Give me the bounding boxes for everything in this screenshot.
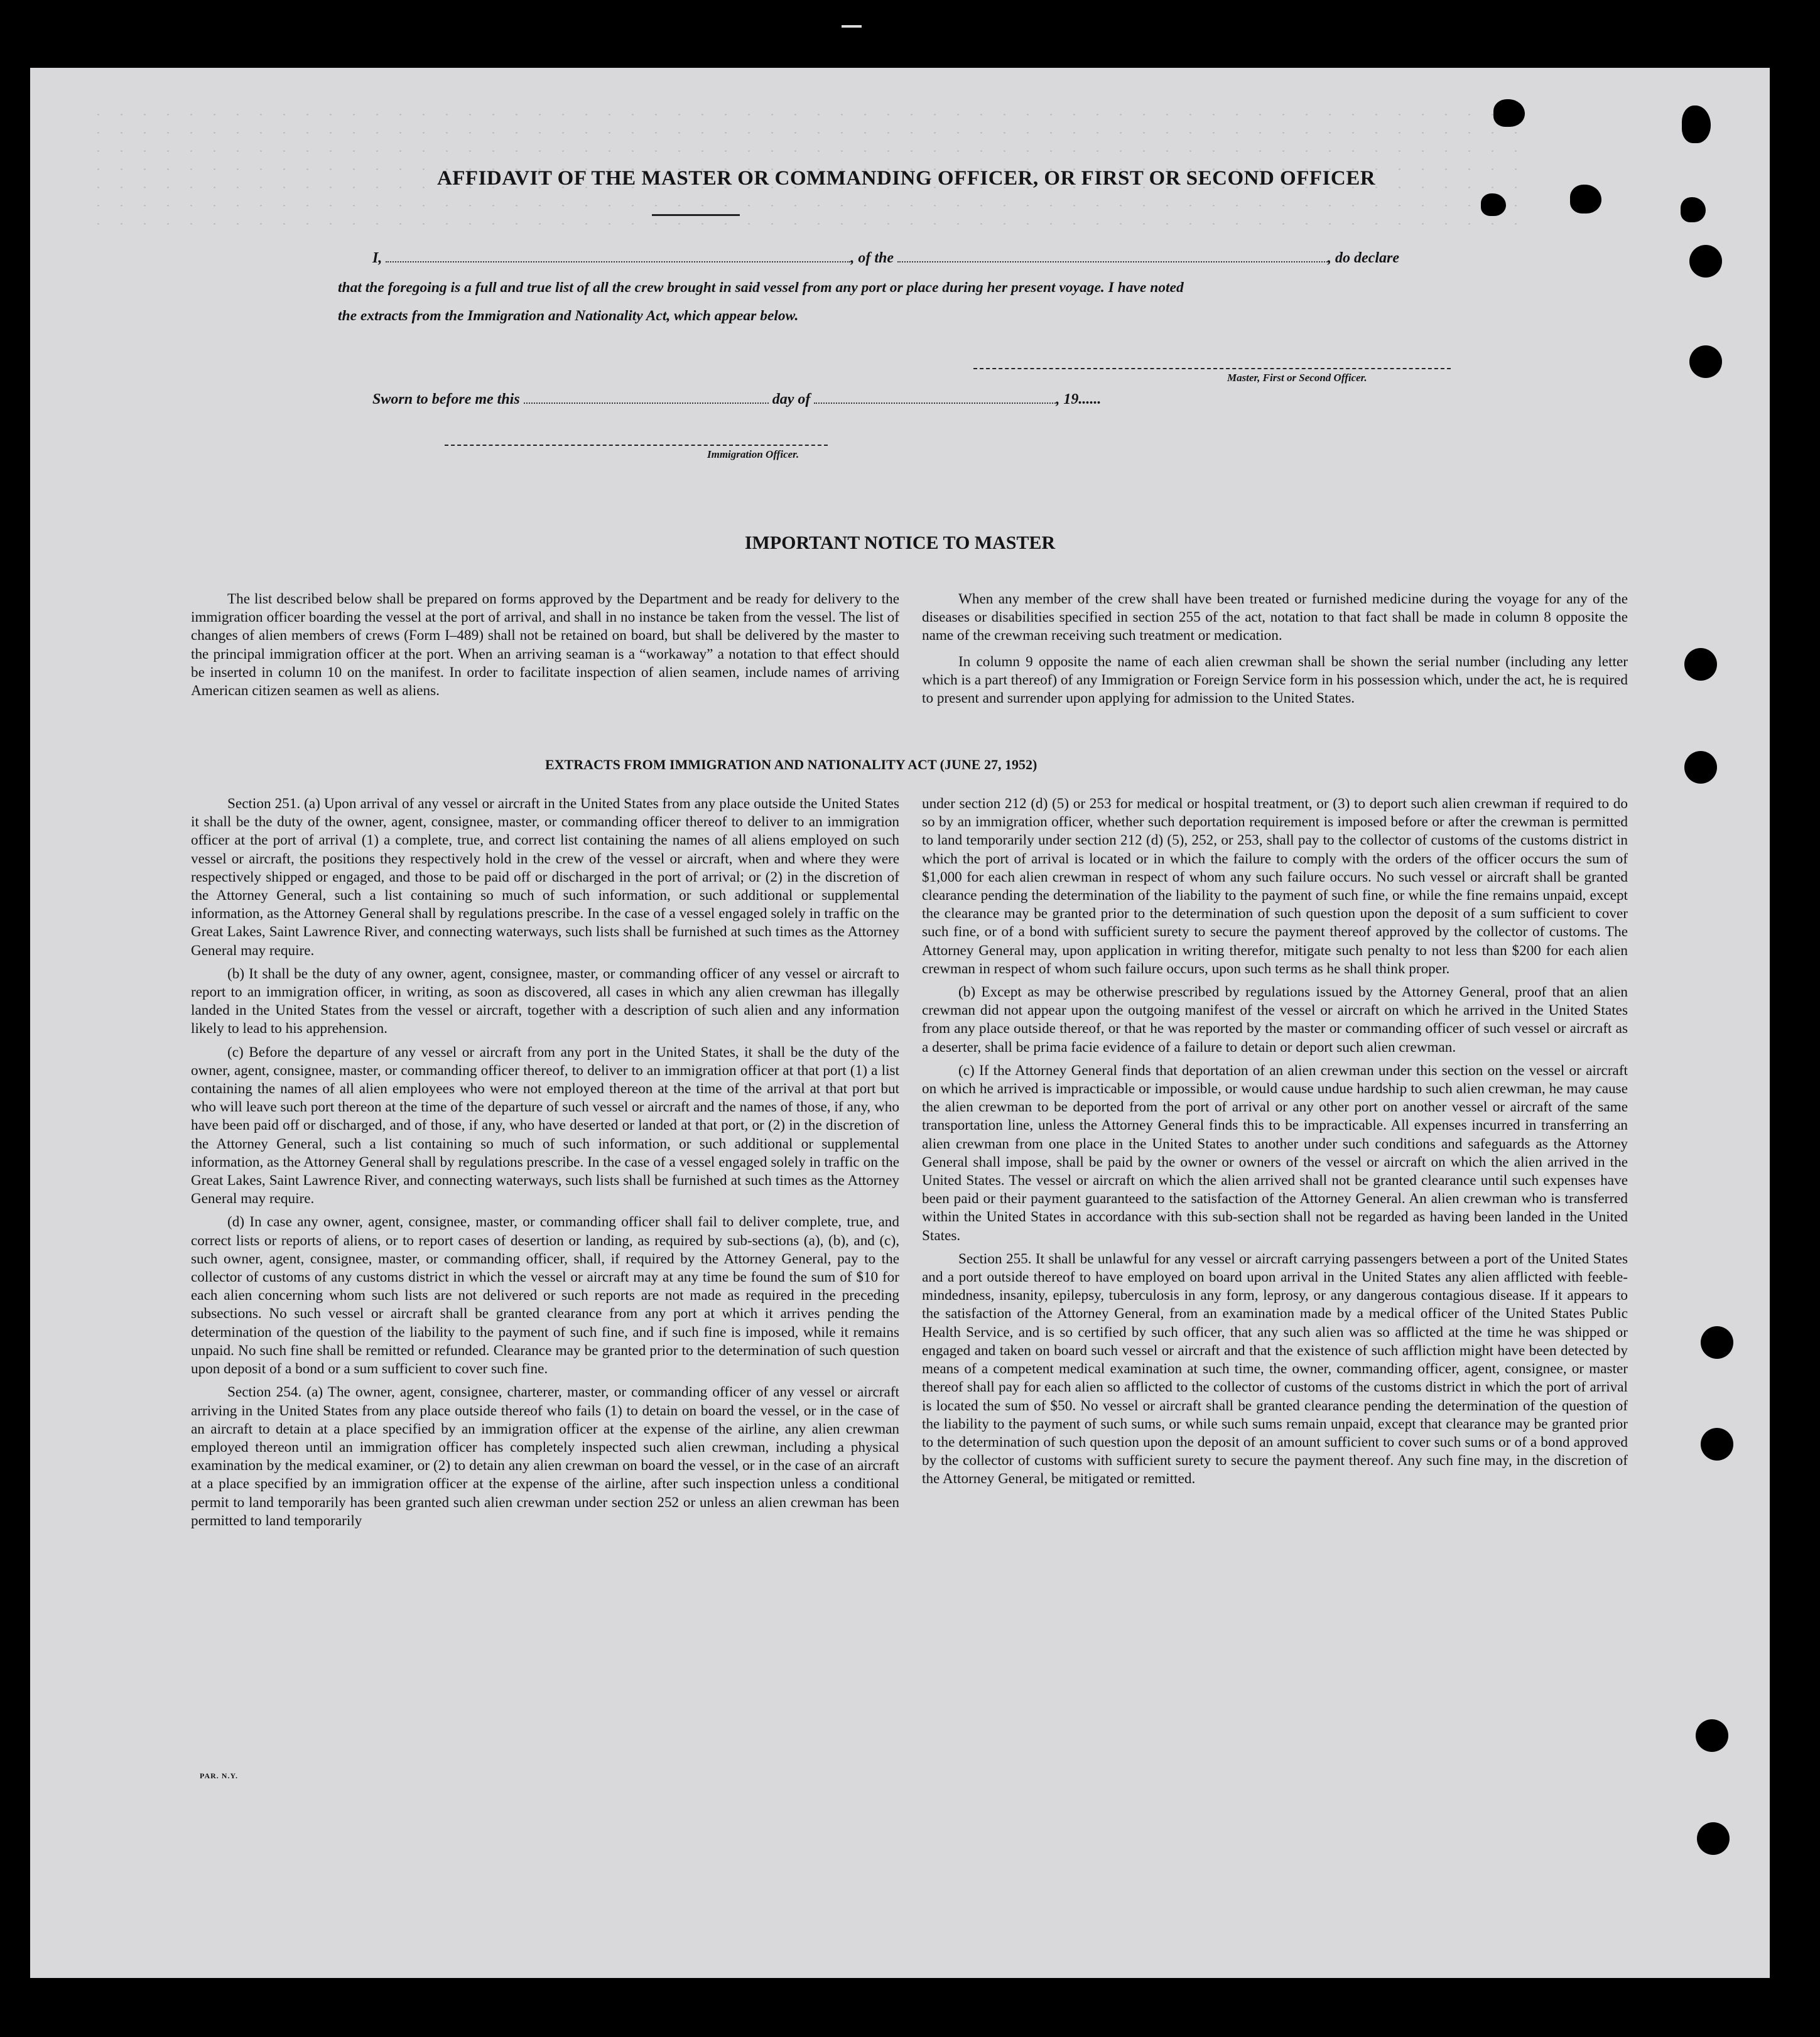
extracts-heading: EXTRACTS FROM IMMIGRATION AND NATIONALITY ACT (JUNE 27, 1952) bbox=[545, 757, 1037, 772]
scan-mark bbox=[842, 25, 862, 28]
immigration-officer-signature-line[interactable] bbox=[445, 445, 828, 447]
extracts-left-column bbox=[191, 795, 899, 1535]
extract-paragraph: Section 254. (a) The owner, agent, consignee, charterer, master, or commanding officer of any vessel or aircraft arriving in the United States from any place outside thereof who fails (1) to detain on board the vessel, or in the case of an aircraft to detain at a place specified by an immigration officer at the expense of the airline, any alien crewman employed thereon until an immigration officer has completely inspected such alien crewman, including a physical examination by the medical examiner, or (2) to detain any alien crewman on board the vessel, or in the case of an aircraft at a place specified by an immigration officer at the expense of the airline, after such inspection unless a conditional permit to land temporarily has been granted such alien crewman under section 252 or unless an alien crewman has been permitted to land temporarily bbox=[191, 1384, 899, 1529]
document-page bbox=[30, 68, 1770, 1978]
punch-hole bbox=[1684, 648, 1717, 681]
extract-paragraph: under section 212 (d) (5) or 253 for medical or hospital treatment, or (3) to deport such alien crewman if required to do so by an immigration officer, whether such deportation requirement is imposed before or after the crewman is permitted to land temporarily under section 212 (d) (5), 252, or 253, shall pay to the collector of customs of the customs district in which the port of arrival is located or in which the failure to comply with the orders of the officer occurs the sum of $1,000 for each alien crewman in respect of whom any such failure occurs. No such vessel or aircraft shall be granted clearance pending the determination of the liability to the payment of such fine, or while the fine remains unpaid, except the clearance may be granted prior to the determination of such question upon the deposit of a sum sufficient to cover such fine, or of a bond with sufficient surety to secure the payment thereof approved by the collector of customs. The Attorney General may, upon application in writing therefor, mitigate such penalty to not less than $200 for each alien crewman in respect of whom such failure occurs, upon such terms as he shall think proper. bbox=[922, 796, 1628, 977]
ink-blot bbox=[1481, 193, 1506, 216]
year-label: , 19...... bbox=[1056, 391, 1102, 408]
punch-hole bbox=[1689, 245, 1722, 278]
sworn-day-blank[interactable] bbox=[524, 403, 769, 404]
punch-hole bbox=[1689, 345, 1722, 378]
extract-paragraph: (c) If the Attorney General finds that deportation of an alien crewman under this section on the vessel or aircraft on which he arrived is impracticable or impossible, or would cause undue hardship to such alien crewman, he may cause the alien crewman to be deported from the port of arrival or any other port on another vessel or aircraft of the same transportation line, unless the Attorney General finds this to be impracticable. All expenses incurred in transferring an alien crewman from one place in the United States to another under such conditions and safeguards as the Attorney General shall impose, shall be paid by the owner or owners of the vessel or aircraft on which the alien arrived in the United States. The vessel or aircraft on which the alien arrived shall not be granted clearance until such expenses have been paid or their payment guaranteed to the satisfaction of the Attorney General. An alien crewman who is transferred within the United States in accordance with this sub-section shall not be regarded as having been landed in the United States. bbox=[922, 1062, 1628, 1244]
master-signature-line[interactable] bbox=[973, 368, 1451, 370]
notice-paragraph: When any member of the crew shall have been treated or furnished medicine during the voyage for any of the diseases or disabilities specified in section 255 of the act, notation to that fact shall be made in column 8 opposite the name of the crewman receiving such treatment or medication. bbox=[922, 591, 1628, 644]
extracts-right-column bbox=[922, 795, 1628, 1494]
ink-blot bbox=[1493, 99, 1525, 127]
notice-paragraph: In column 9 opposite the name of each alien crewman shall be shown the serial number (including any letter which is a part thereof) of any Immigration or Foreign Service form in his possession which, under the act, he is required to present and surrender upon applying for admission to the United States. bbox=[922, 653, 1628, 707]
notice-paragraph: The list described below shall be prepared on forms approved by the Department and be ready for delivery to the immigration officer boarding the vessel at the port of arrival, and shall in no instance be taken from the vessel. The list of changes of alien members of crews (Form I–489) shall not be retained on board, but shall be delivered by the master to the principal immigration officer at the port. When an arriving seaman is a “workaway” a notation to that effect should be inserted in column 10 on the manifest. In order to facilitate inspection of alien seamen, include names of arriving American citizen seamen as well as aliens. bbox=[191, 591, 899, 700]
name-blank[interactable] bbox=[386, 261, 850, 262]
sworn-label: Sworn to before me this bbox=[372, 391, 520, 408]
extract-paragraph: Section 251. (a) Upon arrival of any vessel or aircraft in the United States from any place outside the United States it shall be the duty of the owner, agent, consignee, master, or commanding officer thereof to deliver to an immigration officer at the port of arrival (1) a complete, true, and correct list containing the names of all aliens employed on such vessel or aircraft, the positions they respectively hold in the crew of the vessel or aircraft, when and where they were respectively shipped or engaged, and those to be paid off or discharged in the port of arrival; or (2) in the discretion of the Attorney General, such a list containing so much of such information, or such additional or supplemental information, as the Attorney General shall by regulations prescribe. In the case of a vessel engaged solely in traffic on the Great Lakes, Saint Lawrence River, and connecting waterways, such lists shall be furnished at such times as the Attorney General may require. bbox=[191, 796, 899, 959]
sworn-month-blank[interactable] bbox=[814, 403, 1056, 404]
ink-blot bbox=[1682, 105, 1711, 143]
notice-left-column bbox=[191, 590, 899, 705]
extract-paragraph: (b) It shall be the duty of any owner, agent, consignee, master, or commanding officer of any vessel or aircraft to report to an immigration officer, in writing, as soon as discovered, all cases in which any alien crewman has illegally landed in the United States from the vessel or aircraft, together with a description of such alien and any information likely to lead to his apprehension. bbox=[191, 965, 899, 1037]
extract-paragraph: (d) In case any owner, agent, consignee, master, or commanding officer shall fail to deliver complete, true, and correct lists or reports of aliens, or to report cases of desertion or landing, as required by sub-sections (a), (b), and (c), such owner, agent, consignee, master, or commanding officer, shall, if required by the Attorney General, pay to the collector of customs of any customs district in which the vessel or aircraft may at any time be found the sum of $10 for each alien concerning whom such lists are not delivered or such reports are not made as required in the preceding subsections. No such vessel or aircraft shall be granted clearance from any port at which it arrives pending the determination of the question of the liability to the payment of such fine, and if such fine is imposed, while it remains unpaid. No such fine shall be remitted or refunded. Clearance may be granted prior to the determination of such question upon deposit of a bond or a sum sufficient to cover such fine. bbox=[191, 1214, 899, 1378]
extract-paragraph: (b) Except as may be otherwise prescribed by regulations issued by the Attorney General, proof that an alien crewman did not appear upon the outgoing manifest of the vessel or aircraft on which he arrived in the United States from any place outside thereof, or that he was reported by the master or commanding officer of such vessel or aircraft as a deserter, shall be prima facie evidence of a failure to detain or deport such alien crewman. bbox=[922, 984, 1628, 1056]
immigration-officer-label: Immigration Officer. bbox=[707, 448, 799, 460]
punch-hole bbox=[1697, 1822, 1730, 1855]
punch-hole bbox=[1701, 1326, 1733, 1359]
ink-blot bbox=[1681, 197, 1706, 222]
do-declare-label: , do declare bbox=[1328, 250, 1399, 266]
master-signature-label: Master, First or Second Officer. bbox=[1227, 372, 1367, 384]
notice-heading: IMPORTANT NOTICE TO MASTER bbox=[744, 532, 1056, 553]
notice-right-column bbox=[922, 590, 1628, 713]
affidavit-title: AFFIDAVIT OF THE MASTER OR COMMANDING OFFICER, OR FIRST OR SECOND OFFICER bbox=[436, 167, 1376, 190]
punch-hole bbox=[1701, 1428, 1733, 1461]
affidavit-line-2: that the foregoing is a full and true list of all the crew brought in said vessel from any port or place during her present voyage. I have noted bbox=[338, 279, 1184, 296]
of-the-label: , of the bbox=[850, 250, 894, 266]
day-of-label: day of bbox=[772, 391, 811, 408]
ink-blot bbox=[1570, 185, 1601, 213]
extract-paragraph: Section 255. It shall be unlawful for any vessel or aircraft carrying passengers between a port of the United States and a port outside thereof to have employed on board upon arrival in the United States any alien afflicted with feeble-mindedness, insanity, epilepsy, tuberculosis in any form, leprosy, or any dangerous contagious disease. If it appears to the satisfaction of the Attorney General, from an examination made by a medical officer of the United States Public Health Service, and is so certified by such officer, that any such alien was so afflicted at the time he was shipped or engaged and taken on board such vessel or aircraft and that the existence of such affliction might have been detected by means of a competent medical examination at such time, the owner, commanding officer, agent, consignee, or master thereof shall pay for each alien so afflicted to the collector of customs of the customs district in which the port of arrival is located the sum of $50. No vessel or aircraft shall be granted clearance pending the determination of the question of the liability to the payment of such sums, or while such sums remain unpaid, except that clearance may be granted prior to the determination of such question upon the deposit of an amount sufficient to cover such sums or of a bond approved by the collector of customs with sufficient surety to secure the payment thereof. Any such fine may, in the discretion of the Attorney General, be mitigated or remitted. bbox=[922, 1250, 1628, 1488]
i-label: I, bbox=[372, 250, 382, 266]
printer-mark: PAR. N.Y. bbox=[200, 1771, 239, 1780]
punch-hole bbox=[1684, 751, 1717, 784]
sworn-line bbox=[372, 391, 1101, 408]
affidavit-declaration-line bbox=[372, 250, 1399, 267]
extract-paragraph: (c) Before the departure of any vessel or aircraft from any port in the United States, it shall be the duty of the owner, agent, consignee, master, or commanding officer thereof, to deliver to an immigration officer at that port (1) a list containing the names of all alien employees who were not employed thereon at the time of the arrival at that port but who will leave such port thereon at the time of the departure of such vessel or aircraft and the names of those, if any, who have been paid off or discharged, and of those, if any, who have deserted or landed at that port, or (2) in the discretion of the Attorney General, such a list containing so much of such information, or such additional or supplemental information, as the Attorney General shall by regulations prescribe. In the case of a vessel engaged solely in traffic on the Great Lakes, Saint Lawrence River, and connecting waterways, such lists shall be furnished at such times as the Attorney General may require. bbox=[191, 1044, 899, 1208]
title-rule bbox=[652, 214, 740, 216]
vessel-blank[interactable] bbox=[897, 261, 1328, 262]
affidavit-line-3: the extracts from the Immigration and Nationality Act, which appear below. bbox=[338, 308, 799, 324]
punch-hole bbox=[1696, 1719, 1728, 1752]
